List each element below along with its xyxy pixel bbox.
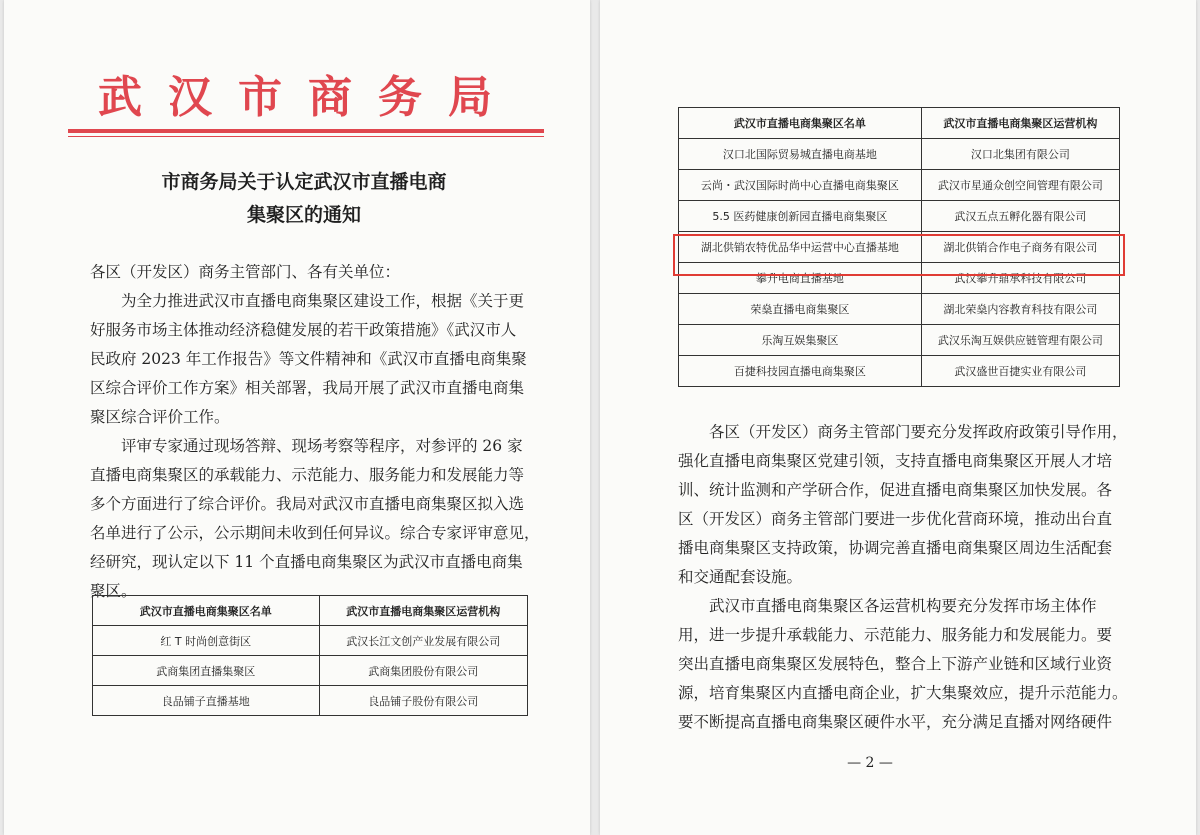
header-operator: 武汉市直播电商集聚区运营机构 bbox=[921, 108, 1119, 139]
document-page-right bbox=[600, 0, 1196, 835]
paragraph-line: 为全力推进武汉市直播电商集聚区建设工作，根据《关于更 bbox=[90, 292, 525, 310]
paragraph-line: 要不断提高直播电商集聚区硬件水平，充分满足直播对网络硬件 bbox=[678, 713, 1113, 731]
paragraph-line: 源，培育集聚区内直播电商企业，扩大集聚效应，提升示范能力。 bbox=[678, 684, 1128, 702]
cell-operator: 良品铺子股份有限公司 bbox=[319, 686, 528, 716]
paragraph-line: 强化直播电商集聚区党建引领，支持直播电商集聚区开展人才培 bbox=[678, 452, 1113, 470]
cell-operator: 武商集团股份有限公司 bbox=[319, 656, 528, 686]
cell-cluster-name: 乐淘互娱集聚区 bbox=[679, 325, 922, 356]
cell-operator: 湖北供销合作电子商务有限公司 bbox=[921, 232, 1119, 263]
paragraph-line: 经研究，现认定以下 11 个直播电商集聚区为武汉市直播电商集 bbox=[90, 553, 523, 571]
paragraph-line: 用，进一步提升承载能力、示范能力、服务能力和发展能力。要 bbox=[678, 626, 1113, 644]
header-cluster-name: 武汉市直播电商集聚区名单 bbox=[679, 108, 922, 139]
paragraph-line: 突出直播电商集聚区发展特色，整合上下游产业链和区域行业资 bbox=[678, 655, 1113, 673]
cell-operator: 武汉盛世百捷实业有限公司 bbox=[921, 356, 1119, 387]
cell-cluster-name: 云尚・武汉国际时尚中心直播电商集聚区 bbox=[679, 170, 922, 201]
page-number: — 2 — bbox=[847, 755, 893, 771]
paragraph-line: 名单进行了公示，公示期间未收到任何异议。综合专家评审意见， bbox=[90, 524, 540, 542]
paragraph-line: 评审专家通过现场答辩、现场考察等程序，对参评的 26 家 bbox=[90, 437, 523, 455]
paragraph-line: 训、统计监测和产学研合作，促进直播电商集聚区加快发展。各 bbox=[678, 481, 1113, 499]
cell-operator: 武汉市星通众创空间管理有限公司 bbox=[921, 170, 1119, 201]
paragraph-line: 武汉市直播电商集聚区各运营机构要充分发挥市场主体作 bbox=[678, 597, 1097, 615]
header-cluster-name: 武汉市直播电商集聚区名单 bbox=[93, 596, 320, 626]
cell-cluster-name: 汉口北国际贸易城直播电商基地 bbox=[679, 139, 922, 170]
cell-cluster-name: 百捷科技园直播电商集聚区 bbox=[679, 356, 922, 387]
table-row bbox=[93, 656, 528, 686]
cluster-list-table bbox=[92, 595, 528, 716]
cell-cluster-name: 武商集团直播集聚区 bbox=[93, 656, 320, 686]
cell-operator: 武汉五点五孵化器有限公司 bbox=[921, 201, 1119, 232]
paragraph-line: 多个方面进行了综合评价。我局对武汉市直播电商集聚区拟入选 bbox=[90, 495, 525, 513]
document-page-left bbox=[4, 0, 590, 835]
paragraph-1 bbox=[90, 287, 546, 432]
cell-operator: 武汉长江文创产业发展有限公司 bbox=[319, 626, 528, 656]
notice-title-line-2: 集聚区的通知 bbox=[246, 204, 361, 226]
letterhead-title: 武汉市商务局 bbox=[98, 72, 518, 123]
paragraph-line: 各区（开发区）商务主管部门要充分发挥政府政策引导作用， bbox=[678, 423, 1128, 441]
paragraph-4 bbox=[678, 592, 1132, 737]
table-row bbox=[679, 325, 1120, 356]
salutation: 各区（开发区）商务主管部门、各有关单位： bbox=[90, 263, 401, 281]
cell-cluster-name: 湖北供销农特优品华中运营中心直播基地 bbox=[679, 232, 922, 263]
cell-operator: 湖北荣燊内容教育科技有限公司 bbox=[921, 294, 1119, 325]
cell-operator: 武汉乐淘互娱供应链管理有限公司 bbox=[921, 325, 1119, 356]
notice-title-line-1: 市商务局关于认定武汉市直播电商 bbox=[161, 171, 447, 193]
paragraph-line: 区（开发区）商务主管部门要进一步优化营商环境，推动出台直 bbox=[678, 510, 1113, 528]
paragraph-2 bbox=[90, 432, 546, 606]
cell-operator: 武汉攀升鼎承科技有限公司 bbox=[921, 263, 1119, 294]
paragraph-line: 民政府 2023 年工作报告》等文件精神和《武汉市直播电商集聚 bbox=[90, 350, 527, 368]
letterhead-rule-thin bbox=[68, 136, 544, 137]
cell-operator: 汉口北集团有限公司 bbox=[921, 139, 1119, 170]
table-row bbox=[93, 686, 528, 716]
letterhead-rule-thick bbox=[68, 129, 544, 133]
paragraph-3 bbox=[678, 418, 1132, 592]
paragraph-line: 聚区综合评价工作。 bbox=[90, 408, 230, 426]
paragraph-line: 播电商集聚区支持政策，协调完善直播电商集聚区周边生活配套 bbox=[678, 539, 1113, 557]
cell-cluster-name: 红 T 时尚创意街区 bbox=[93, 626, 320, 656]
table-row bbox=[679, 356, 1120, 387]
cell-cluster-name: 5.5 医药健康创新园直播电商集聚区 bbox=[679, 201, 922, 232]
paragraph-line: 直播电商集聚区的承载能力、示范能力、服务能力和发展能力等 bbox=[90, 466, 525, 484]
table-row bbox=[679, 201, 1120, 232]
table-row bbox=[93, 626, 528, 656]
table-row bbox=[679, 170, 1120, 201]
table-row bbox=[679, 294, 1120, 325]
table-header-row bbox=[679, 108, 1120, 139]
paragraph-line: 好服务市场主体推动经济稳健发展的若干政策措施》《武汉市人 bbox=[90, 321, 517, 339]
paragraph-line: 和交通配套设施。 bbox=[678, 568, 803, 586]
cell-cluster-name: 荣燊直播电商集聚区 bbox=[679, 294, 922, 325]
cell-cluster-name: 良品铺子直播基地 bbox=[93, 686, 320, 716]
highlight-annotation-box bbox=[673, 234, 1125, 276]
paragraph-line: 区综合评价工作方案》相关部署，我局开展了武汉市直播电商集 bbox=[90, 379, 525, 397]
table-row bbox=[679, 139, 1120, 170]
paragraph-line: 聚区。 bbox=[90, 582, 137, 600]
table-header-row bbox=[93, 596, 528, 626]
header-operator: 武汉市直播电商集聚区运营机构 bbox=[319, 596, 528, 626]
cell-cluster-name: 攀升电商直播基地 bbox=[679, 263, 922, 294]
